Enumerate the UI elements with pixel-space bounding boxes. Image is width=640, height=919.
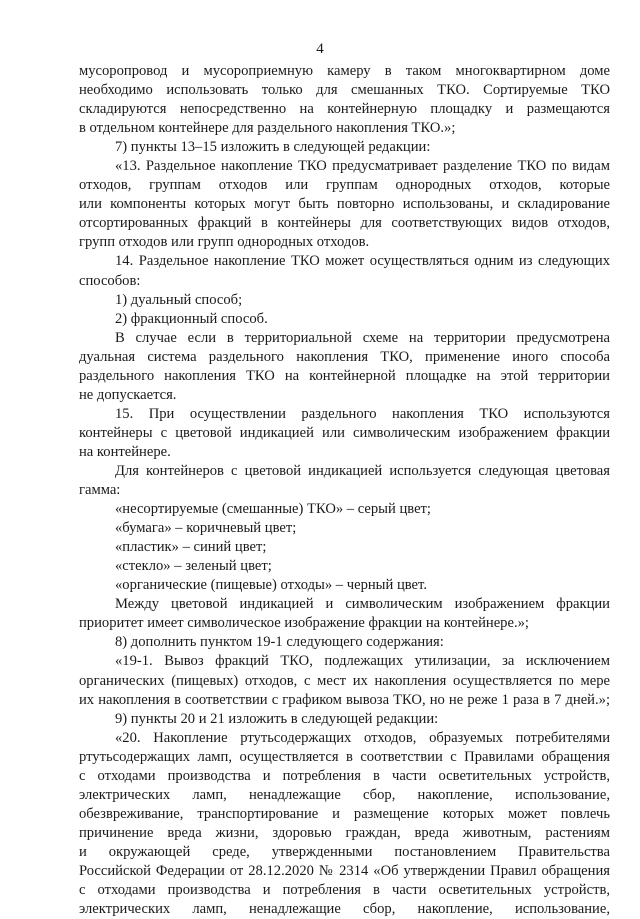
text-line: 15. При осуществлении раздельного накопления ТКО используются [115,405,610,422]
text-line: способов: [79,272,141,289]
text-line: «стекло» – зеленый цвет; [115,558,272,575]
text-line: «19-1. Вывоз фракций ТКО, подлежащих утилизации, за исключением [115,653,610,670]
text-line: «несортируемые (смешанные) ТКО» – серый цвет; [115,501,431,518]
text-line: Между цветовой индикацией и символическим изображением фракции [115,596,610,613]
text-line: складируются непосредственно на контейнерную площадку и размещаются [79,101,610,118]
text-line: раздельного накопления ТКО на контейнерной площадке на этой территории [79,367,610,384]
text-line: 9) пункты 20 и 21 изложить в следующей редакции: [115,710,439,727]
text-line: дуальная система раздельного накопления ТКО, применение иного способа [79,348,610,365]
text-line: «бумага» – коричневый цвет; [115,520,297,537]
text-line: отсортированных фракций в контейнеры для соответствующих видов отходов, [79,215,610,232]
text-line: 1) дуальный способ; [115,291,243,308]
text-line: необходимо использовать только для смешанных ТКО. Сортируемые ТКО [79,82,610,99]
text-line: электрических ламп, ненадлежащие сбор, накопление, использование, [79,901,610,918]
text-line: обезвреживание, транспортирование и размещение которых может повлечь [79,805,610,822]
text-line: 14. Раздельное накопление ТКО может осуществляться одним из следующих [115,253,610,270]
text-line: 7) пункты 13–15 изложить в следующей редакции: [115,139,431,156]
text-line: и окружающей среде, утвержденными постановлением Правительства [79,843,610,860]
text-line: их накопления в соответствии с графиком вывоза ТКО, но не реже 1 раза в 7 дней.»; [79,691,610,708]
text-line: электрических ламп, ненадлежащие сбор, накопление, использование, [79,786,610,803]
text-line: Для контейнеров с цветовой индикацией используется следующая цветовая [115,462,610,479]
text-line: причинение вреда жизни, здоровью граждан, вреда животным, растениям [79,824,610,841]
document-body [79,62,610,919]
text-line: органических (пищевых) отходов, с мест их накопления осуществляется по мере [79,672,610,689]
text-line: или компоненты которых могут быть повторно использованы, и складирование [79,196,610,213]
text-line: «пластик» – синий цвет; [115,539,267,556]
text-line: «органические (пищевые) отходы» – черный цвет. [115,577,427,594]
text-line: приоритет имеет символическое изображение фракции на контейнере.»; [79,615,529,632]
text-line: 2) фракционный способ. [115,310,268,327]
page-number: 4 [316,41,324,57]
text-line: ртутьсодержащих ламп, осуществляется в соответствии с Правилами обращения [79,748,610,765]
text-line: Российской Федерации от 28.12.2020 № 2314 «Об утверждении Правил обращения [79,862,610,879]
text-line: мусоропровод и мусороприемную камеру в таком многоквартирном доме [79,63,610,79]
text-line: «20. Накопление ртутьсодержащих отходов, образуемых потребителями [115,729,610,746]
text-line: гамма: [79,482,121,499]
text-line: В случае если в территориальной схеме на территории предусмотрена [115,329,610,346]
text-line: в отдельном контейнере для раздельного накопления ТКО.»; [79,120,456,137]
text-line: на контейнере. [79,443,171,460]
text-line: «13. Раздельное накопление ТКО предусматривает разделение ТКО по видам [115,158,610,175]
text-line: отходов, группам отходов или группам однородных отходов, которые [79,177,610,194]
text-line: контейнеры с цветовой индикацией или символическим изображением фракции [79,424,610,441]
text-line: с отходами производства и потребления в части осветительных устройств, [79,882,610,899]
text-line: не допускается. [79,386,177,403]
text-line: групп отходов или групп однородных отходов. [79,234,370,251]
text-line: с отходами производства и потребления в части осветительных устройств, [79,767,610,784]
text-line: 8) дополнить пунктом 19-1 следующего содержания: [115,634,444,651]
